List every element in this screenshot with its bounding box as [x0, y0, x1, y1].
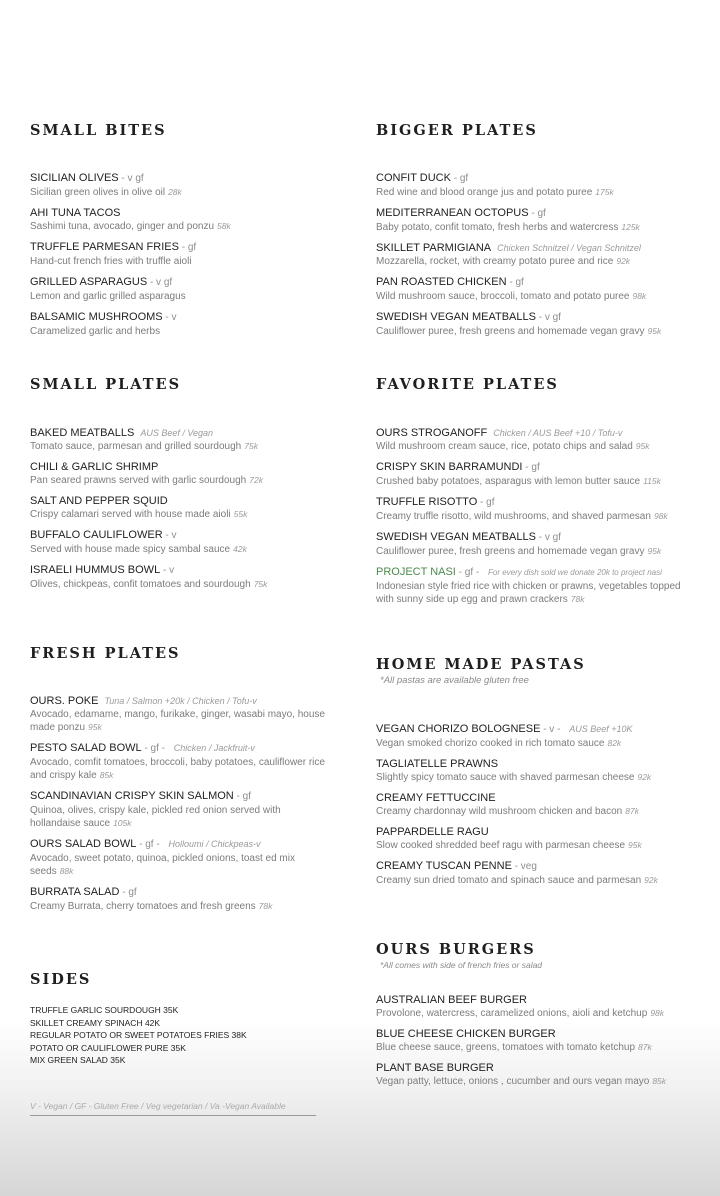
menu-item-name: TRUFFLE RISOTTO	[376, 496, 478, 508]
dietary-tag: - v	[162, 312, 177, 323]
menu-item-header	[376, 310, 696, 325]
menu-item-description: Served with house made spicy sambal sauce	[30, 544, 231, 555]
dietary-tag: - gf -	[455, 567, 482, 578]
menu-item-description-row	[376, 545, 696, 558]
side-item: MIX GREEN SALAD 35K	[30, 1055, 126, 1066]
section-ours-burgers	[376, 941, 696, 970]
menu-item-price: 78k	[258, 901, 273, 911]
menu-item-name: BALSAMIC MUSHROOMS	[30, 311, 163, 323]
menu-item-header	[30, 310, 330, 325]
menu-item	[376, 275, 696, 303]
menu-item-description-row	[376, 290, 696, 303]
dietary-tag: - gf	[233, 791, 251, 802]
menu-item-description-row	[30, 186, 330, 199]
menu-item-description-row	[376, 1075, 696, 1088]
menu-item-header	[30, 528, 330, 543]
menu-item	[30, 837, 330, 878]
menu-item-name: OURS SALAD BOWL	[30, 838, 137, 850]
menu-item-options: Tuna / Salmon +20k / Chicken / Tofu-v	[104, 696, 257, 706]
menu-item-name: BUFFALO CAULIFLOWER	[30, 529, 163, 541]
small-bites-list	[30, 171, 330, 345]
dietary-tag: - gf	[119, 887, 137, 898]
dietary-legend: V - Vegan / GF - Gluten Free / Veg vegetarian / Va -Vegan Available	[30, 1101, 316, 1116]
menu-item	[30, 426, 330, 453]
menu-item-description-row	[30, 508, 330, 521]
menu-item-header	[376, 1027, 696, 1041]
menu-item-price: 98k	[632, 291, 647, 301]
menu-item-description: Hand-cut french fries with truffle aioli	[30, 256, 192, 267]
menu-item-header	[376, 722, 696, 737]
menu-item-name: SCANDINAVIAN CRISPY SKIN SALMON	[30, 790, 234, 802]
menu-item-header	[376, 993, 696, 1007]
menu-item	[30, 240, 330, 268]
section-title: BIGGER PLATES	[376, 122, 538, 139]
section-title: SMALL PLATES	[30, 376, 182, 393]
menu-item-price: 95k	[628, 840, 642, 850]
menu-item-description: Avocado, comfit tomatoes, broccoli, baby potatoes, cauliflower rice and crispy kale	[30, 757, 325, 781]
menu-item-header	[376, 565, 696, 580]
menu-item-name: CONFIT DUCK	[376, 172, 451, 184]
dietary-tag: - gf	[178, 242, 197, 253]
menu-item	[30, 310, 330, 338]
menu-item-price: 115k	[643, 476, 661, 486]
menu-item-description-row	[30, 325, 330, 338]
menu-item-description-row	[30, 220, 330, 233]
menu-item-options: AUS Beef / Vegan	[140, 428, 214, 438]
menu-item-name: PAN ROASTED CHICKEN	[376, 276, 507, 288]
menu-item	[376, 171, 696, 199]
menu-item	[30, 563, 330, 591]
menu-item	[376, 1061, 696, 1088]
menu-item-description-row	[30, 900, 330, 913]
section-title: HOME MADE PASTAS	[376, 656, 586, 673]
menu-item-header	[30, 426, 330, 440]
menu-item	[376, 530, 696, 558]
menu-item-description: Baby potato, confit tomato, fresh herbs and watercress	[376, 222, 619, 233]
sides-list	[30, 1004, 330, 1067]
section-title: FRESH PLATES	[30, 645, 181, 662]
menu-item	[376, 460, 696, 488]
menu-item	[376, 722, 696, 750]
menu-item-price: 28k	[168, 187, 182, 197]
menu-item-price: 72k	[249, 475, 263, 485]
menu-item-description-row	[30, 804, 330, 830]
favorite-plates-list	[376, 426, 696, 613]
menu-item-description-row	[376, 805, 696, 818]
menu-item-price: 92k	[644, 875, 658, 885]
menu-item-description-row	[376, 737, 696, 750]
menu-item-description-row	[30, 255, 330, 268]
menu-item-header	[376, 825, 696, 839]
side-item: POTATO OR CAULIFLOWER PURE 35K	[30, 1042, 186, 1053]
menu-item-header	[376, 495, 696, 510]
menu-item-name: SWEDISH VEGAN MEATBALLS	[376, 311, 536, 323]
menu-item-description: Sicilian green olives in olive oil	[30, 187, 166, 198]
section-bigger-plates	[376, 122, 696, 139]
menu-item-description: Provolone, watercress, caramelized onions, aioli and ketchup	[376, 1008, 648, 1019]
menu-item-description: Cauliflower puree, fresh greens and homemade vegan gravy	[376, 546, 645, 557]
menu-item-header	[30, 275, 330, 290]
menu-item	[376, 859, 696, 887]
menu-item-description: Olives, chickpeas, confit tomatoes and sourdough	[30, 579, 251, 590]
menu-item-description: Crushed baby potatoes, asparagus with lemon butter sauce	[376, 476, 641, 487]
menu-item-description: Creamy Burrata, cherry tomatoes and fresh greens	[30, 901, 256, 912]
menu-item-description: Red wine and blood orange jus and potato puree	[376, 187, 593, 198]
menu-item-description-row	[376, 839, 696, 852]
menu-item-name: PESTO SALAD BOWL	[30, 742, 142, 754]
menu-item-header	[30, 240, 330, 255]
menu-item-header	[376, 241, 696, 255]
menu-item-header	[376, 791, 696, 805]
menu-item	[30, 206, 330, 233]
menu-item-description: Slow cooked shredded beef ragu with parmesan cheese	[376, 840, 626, 851]
menu-item-price: 175k	[595, 187, 614, 197]
menu-item-header	[30, 789, 330, 804]
menu-item-name: GRILLED ASPARAGUS	[30, 276, 148, 288]
dietary-tag: - v	[160, 565, 175, 576]
menu-item	[30, 275, 330, 303]
section-home-made-pastas	[376, 656, 696, 686]
menu-item-header	[30, 885, 330, 900]
menu-item-description: Sashimi tuna, avocado, ginger and ponzu	[30, 221, 215, 232]
menu-item-name: CREAMY TUSCAN PENNE	[376, 860, 512, 872]
menu-item-name: CHILI & GARLIC SHRIMP	[30, 461, 159, 473]
menu-item-description-row	[30, 440, 330, 453]
small-plates-list	[30, 426, 330, 598]
side-item: SKILLET CREAMY SPINACH 42K	[30, 1017, 161, 1028]
menu-item-price: 95k	[635, 441, 650, 451]
menu-item-description: Lemon and garlic grilled asparagus	[30, 291, 186, 302]
menu-item	[376, 426, 696, 453]
menu-item-header	[376, 1061, 696, 1075]
section-favorite-plates	[376, 376, 696, 393]
menu-item	[30, 694, 330, 734]
menu-item-options: Chicken / AUS Beef +10 / Tofu-v	[493, 428, 623, 438]
menu-item-name: BURRATA SALAD	[30, 886, 120, 898]
menu-item-price: 95k	[647, 546, 662, 556]
menu-item-options: Chicken Schnitzel / Vegan Schnitzel	[497, 243, 641, 253]
bigger-plates-list	[376, 171, 696, 345]
menu-item-header	[30, 494, 330, 508]
menu-item-header	[376, 530, 696, 545]
menu-item-description-row	[30, 543, 330, 556]
menu-item-name: AHI TUNA TACOS	[30, 207, 121, 219]
menu-item-price: 95k	[647, 326, 662, 336]
menu-item-name: PLANT BASE BURGER	[376, 1062, 494, 1074]
menu-item	[376, 310, 696, 338]
pastas-list	[376, 722, 696, 894]
menu-item-price: 92k	[616, 256, 631, 266]
menu-item-price: 82k	[607, 738, 622, 748]
menu-item-options: For every dish sold we donate 20k to project nasi	[488, 568, 662, 577]
menu-item-description-row	[376, 874, 696, 887]
menu-item	[376, 565, 696, 606]
section-small-bites	[30, 122, 330, 139]
menu-item-name: SALT AND PEPPER SQUID	[30, 495, 168, 507]
menu-item-description-row	[30, 708, 330, 734]
menu-item-price: 98k	[650, 1008, 664, 1018]
menu-item-header	[30, 837, 330, 852]
menu-item-price: 85k	[652, 1076, 667, 1086]
menu-item	[376, 825, 696, 852]
dietary-tag: - gf	[450, 173, 469, 184]
dietary-tag: - gf	[528, 208, 546, 219]
menu-item-description: Creamy truffle risotto, wild mushrooms, and shaved parmesan	[376, 511, 651, 522]
menu-item-name: SICILIAN OLIVES	[30, 172, 119, 184]
dietary-tag: - v gf	[118, 173, 144, 184]
menu-item-name: CRISPY SKIN BARRAMUNDI	[376, 461, 523, 473]
menu-item-price: 58k	[217, 221, 231, 231]
menu-item-description-row	[30, 474, 330, 487]
menu-item-name: TRUFFLE PARMESAN FRIES	[30, 241, 179, 253]
menu-item-description: Blue cheese sauce, greens, tomatoes with tomato ketchup	[376, 1042, 636, 1053]
section-sides	[30, 971, 330, 988]
menu-item	[30, 528, 330, 556]
menu-item-header	[30, 460, 330, 474]
menu-item-price: 87k	[638, 1042, 652, 1052]
section-title: SMALL BITES	[30, 122, 167, 139]
menu-item-price: 125k	[621, 222, 640, 232]
menu-item-description-row	[376, 186, 696, 199]
menu-item-description-row	[30, 290, 330, 303]
menu-item-price: 98k	[653, 511, 668, 521]
menu-item	[376, 495, 696, 523]
menu-item-header	[376, 171, 696, 186]
menu-item-description: Tomato sauce, parmesan and grilled sourdough	[30, 441, 242, 452]
menu-item-price: 95k	[88, 722, 102, 732]
menu-item-name: PAPPARDELLE RAGU	[376, 826, 489, 838]
menu-item-header	[376, 275, 696, 290]
menu-item	[30, 885, 330, 913]
menu-item-price: 75k	[244, 441, 258, 451]
menu-item-price: 88k	[59, 866, 74, 876]
menu-item-name: BLUE CHEESE CHICKEN BURGER	[376, 1028, 556, 1040]
menu-item	[376, 757, 696, 784]
menu-item-description: Indonesian style fried rice with chicken or prawns, vegetables topped with sunny side up egg and prawn crackers	[376, 581, 681, 605]
dietary-tag: - v -	[540, 724, 564, 735]
menu-item-price: 92k	[637, 772, 652, 782]
menu-item-description: Pan seared prawns served with garlic sourdough	[30, 475, 247, 486]
menu-item-description: Slightly spicy tomato sauce with shaved parmesan cheese	[376, 772, 635, 783]
menu-item-description-row	[376, 475, 696, 488]
dietary-tag: - gf	[522, 462, 540, 473]
menu-item	[30, 789, 330, 830]
menu-item-description: Cauliflower puree, fresh greens and homemade vegan gravy	[376, 326, 645, 337]
menu-item-description-row	[30, 756, 330, 782]
menu-item-description-row	[376, 771, 696, 784]
menu-item-description: Creamy chardonnay wild mushroom chicken and bacon	[376, 806, 623, 817]
menu-item-description: Avocado, edamame, mango, furikake, ginger, wasabi mayo, house made ponzu	[30, 709, 325, 733]
menu-item-description-row	[376, 1007, 696, 1020]
menu-item-description-row	[376, 221, 696, 234]
menu-item-description-row	[376, 510, 696, 523]
dietary-tag: - v	[162, 530, 177, 541]
menu-item-description: Wild mushroom sauce, broccoli, tomato and potato puree	[376, 291, 630, 302]
menu-item-description: Quinoa, olives, crispy kale, pickled red onion served with hollandaise sauce	[30, 805, 281, 829]
menu-item-price: 87k	[625, 806, 639, 816]
menu-item-description: Caramelized garlic and herbs	[30, 326, 161, 337]
menu-item-options: Holloumi / Chickpeas-v	[168, 839, 261, 849]
menu-item-header	[30, 741, 330, 756]
menu-item-description-row	[376, 255, 696, 268]
menu-item-price: 78k	[570, 594, 585, 604]
menu-item-description: Mozzarella, rocket, with creamy potato puree and rice	[376, 256, 614, 267]
menu-item	[376, 993, 696, 1020]
menu-item-name: PROJECT NASI	[376, 566, 456, 578]
section-title: SIDES	[30, 971, 92, 988]
menu-item	[30, 460, 330, 487]
side-item: REGULAR POTATO OR SWEET POTATOES FRIES 38K	[30, 1030, 247, 1041]
menu-item-price: 85k	[99, 770, 114, 780]
menu-item	[376, 791, 696, 818]
menu-item-description-row	[376, 580, 696, 606]
menu-item	[376, 1027, 696, 1054]
menu-item	[30, 494, 330, 521]
menu-item-name: AUSTRALIAN BEEF BURGER	[376, 994, 527, 1006]
menu-item-name: CREAMY FETTUCCINE	[376, 792, 496, 804]
menu-item-name: OURS STROGANOFF	[376, 427, 488, 439]
menu-item-header	[376, 859, 696, 874]
menu-item-name: VEGAN CHORIZO BOLOGNESE	[376, 723, 541, 735]
section-title: FAVORITE PLATES	[376, 376, 559, 393]
menu-item-description-row	[376, 1041, 696, 1054]
menu-item-description-row	[30, 578, 330, 591]
burgers-list	[376, 993, 696, 1095]
menu-item-name: MEDITERRANEAN OCTOPUS	[376, 207, 529, 219]
menu-item-description: Avocado, sweet potato, quinoa, pickled onions, toast ed mix seeds	[30, 853, 295, 877]
menu-item-header	[30, 694, 330, 708]
section-title: OURS BURGERS	[376, 941, 536, 958]
section-small-plates	[30, 376, 330, 393]
menu-item-description: Vegan smoked chorizo cooked in rich tomato sauce	[376, 738, 605, 749]
menu-item	[30, 741, 330, 782]
dietary-tag: - gf	[506, 277, 524, 288]
dietary-tag: - gf	[477, 497, 495, 508]
menu-item-header	[376, 206, 696, 221]
dietary-tag: - v gf	[535, 312, 561, 323]
menu-item-price: 55k	[233, 509, 248, 519]
menu-item-description-row	[30, 852, 330, 878]
menu-item-header	[376, 757, 696, 771]
menu-item-name: ISRAELI HUMMUS BOWL	[30, 564, 161, 576]
menu-item-name: TAGLIATELLE PRAWNS	[376, 758, 499, 770]
menu-item-description-row	[376, 440, 696, 453]
section-note: *All pastas are available gluten free	[380, 675, 529, 686]
fresh-plates-list	[30, 694, 330, 920]
menu-item-description: Crispy calamari served with house made aioli	[30, 509, 231, 520]
dietary-tag: - gf -	[141, 743, 168, 754]
menu-item-name: SWEDISH VEGAN MEATBALLS	[376, 531, 536, 543]
menu-item-name: OURS. POKE	[30, 695, 99, 707]
dietary-tag: - gf -	[136, 839, 163, 850]
menu-item-description: Vegan patty, lettuce, onions , cucumber and ours vegan mayo	[376, 1076, 650, 1087]
dietary-tag: - veg	[511, 861, 537, 872]
side-item: TRUFFLE GARLIC SOURDOUGH 35K	[30, 1005, 179, 1015]
menu-item-header	[30, 206, 330, 220]
section-fresh-plates	[30, 645, 330, 662]
menu-item-description: Creamy sun dried tomato and spinach sauce and parmesan	[376, 875, 642, 886]
menu-item	[376, 206, 696, 234]
menu-item-options: Chicken / Jackfruit-v	[173, 743, 255, 753]
section-note: *All comes with side of french fries or salad	[380, 960, 543, 970]
menu-item-header	[376, 426, 696, 440]
dietary-tag: - v gf	[535, 532, 561, 543]
menu-item-price: 75k	[253, 579, 268, 589]
menu-item-header	[376, 460, 696, 475]
menu-item-name: BAKED MEATBALLS	[30, 427, 135, 439]
menu-item-price: 105k	[113, 818, 132, 828]
menu-item-header	[30, 171, 330, 186]
menu-item	[376, 241, 696, 268]
menu-item	[30, 171, 330, 199]
menu-item-price: 42k	[233, 544, 247, 554]
menu-item-options: AUS Beef +10K	[569, 724, 633, 734]
menu-item-header	[30, 563, 330, 578]
menu-item-name: SKILLET PARMIGIANA	[376, 242, 492, 254]
menu-item-description-row	[376, 325, 696, 338]
dietary-tag: - v gf	[147, 277, 173, 288]
menu-item-description: Wild mushroom cream sauce, rice, potato chips and salad	[376, 441, 633, 452]
